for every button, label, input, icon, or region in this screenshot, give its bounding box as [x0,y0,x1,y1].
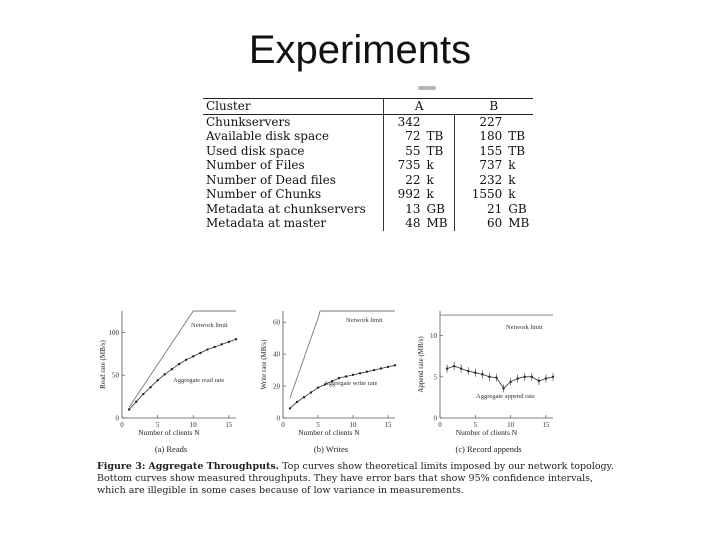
data-point [199,352,201,354]
series-label: Aggregate write rate [324,380,378,387]
data-point [171,368,173,370]
data-point [178,363,180,365]
table-cell-b-value: 155 [479,143,503,158]
data-point [338,377,340,379]
table-cell-b-value: 180 [479,129,503,143]
series-label: Network limit [346,317,383,324]
y-axis-label: Write rate (MB/s) [260,339,268,390]
data-point [156,379,158,381]
table-cell-a-value: 22 [405,172,421,187]
y-tick-label: 10 [430,332,437,341]
x-tick-label: 5 [316,421,320,429]
series-line-aggregate-rate [129,339,236,409]
chart-2 [260,311,396,454]
data-point [317,386,319,388]
table-cell-a-value: 48 [405,216,421,230]
data-point [296,401,298,403]
y-tick-label: 40 [273,350,280,359]
table-cell-b-unit: TB [508,129,526,143]
data-point [373,369,375,371]
table-cell-a-unit: GB [423,202,454,217]
chart-subcaption: (b) Writes [313,444,349,454]
x-axis-label: Number of clients N [298,428,360,437]
table-header-b: B [455,99,533,115]
x-tick-label: 10 [507,421,515,429]
data-point [366,370,368,372]
chart-3 [417,311,554,454]
table-header-a: A [383,99,454,115]
data-point [303,396,305,398]
data-point [142,393,144,395]
y-axis-label: Read rate (MB/s) [99,340,107,389]
series-label: Aggregate append rate [476,393,535,400]
data-point [394,364,396,366]
series-line-aggregate-rate [447,366,553,388]
table-cell-a-unit: k [423,158,454,173]
table-header-cluster: Cluster [203,99,383,115]
table-cell-a-value: 342 [397,114,421,129]
table-cell-b-value: 227 [479,114,503,129]
table-cell-b-unit: MB [508,216,530,230]
chart-subcaption: (a) Reads [154,444,188,454]
table-cell-b-unit: k [508,158,516,172]
figure-caption-text: Top curves show theoretical limits imposed by our network topology. Bottom curves show measured throughputs. They have error bars that show 95% confidence intervals, which are illegible in some cases because of low variance in measurements. [97,461,614,496]
data-point [128,408,130,410]
y-tick-label: 0 [433,414,437,423]
y-tick-label: 20 [273,382,280,391]
table-cell-a-value: 735 [397,158,421,172]
y-tick-label: 5 [433,373,437,382]
data-point [289,407,291,409]
x-axis-label: Number of clients N [138,428,200,437]
chart-subcaption: (c) Record appends [455,444,522,454]
table-cell-label: Number of Dead files [203,173,383,188]
x-tick-label: 10 [189,421,197,429]
table-cell-b-value: 60 [486,216,503,230]
table-cell-a-unit: MB [423,216,454,231]
data-point [380,367,382,369]
figure-caption [97,461,619,497]
table-cell-label: Chunkservers [203,114,383,129]
chart-1 [99,311,237,454]
x-axis-label: Number of clients N [455,428,518,437]
table-cell-a-unit: k [423,173,454,188]
x-tick-label: 5 [473,421,478,429]
figure-caption-label: Figure 3: [97,461,146,472]
y-axis-label: Append rate (MB/s) [417,336,425,393]
x-tick-label: 5 [155,421,160,429]
data-point [213,346,215,348]
data-point [345,375,347,377]
table-cell-b-value: 737 [479,158,503,172]
x-tick-label: 15 [384,421,392,429]
x-tick-label: 0 [281,421,285,429]
table-cell-b-value: 232 [479,172,503,187]
x-tick-label: 0 [120,421,124,429]
data-point [387,366,389,368]
data-point [185,359,187,361]
table-cell-a-unit: TB [423,144,454,159]
table-cell-label: Metadata at master [203,216,383,231]
y-tick-label: 0 [276,414,280,423]
data-point [192,355,194,357]
x-tick-label: 0 [438,421,442,429]
slide-title: Experiments [248,28,472,72]
series-label: Aggregate read rate [173,377,225,384]
series-label: Network limit [191,322,228,329]
table-cell-a-value: 72 [405,129,421,143]
table-cell-label: Number of Files [203,158,383,173]
data-point [149,386,151,388]
table-cell-a-value: 13 [405,201,421,216]
y-tick-label: 0 [115,414,119,423]
x-tick-label: 10 [349,421,357,429]
table-cell-a-value: 992 [397,187,421,201]
table-cell-a-unit: k [423,187,454,202]
series-label: Network limit [506,324,543,331]
y-tick-label: 50 [112,371,119,380]
data-point [235,338,237,340]
table-cell-a-value: 55 [405,143,421,158]
data-point [310,391,312,393]
x-tick-label: 15 [225,421,233,429]
figure-caption-title: Aggregate Throughputs. [148,461,280,472]
data-point [135,401,137,403]
table-cell-b-unit: k [508,187,516,201]
table-cell-b-unit: TB [508,143,526,158]
table-cell-label: Metadata at chunkservers [203,202,383,217]
table-cell-b-value: 1550 [471,187,503,201]
table-cell-a-unit: TB [423,129,454,144]
table-cell-b-unit: GB [508,201,527,216]
table-cell-b-unit: k [508,172,516,187]
table-cell-b-value: 21 [486,201,503,216]
data-point [164,373,166,375]
data-point [352,374,354,376]
y-tick-label: 60 [273,318,280,327]
x-tick-label: 15 [542,421,550,429]
data-point [228,341,230,343]
data-point [359,372,361,374]
y-tick-label: 100 [108,328,119,337]
table-cell-label: Number of Chunks [203,187,383,202]
table-cell-label: Available disk space [203,129,383,144]
data-point [206,348,208,350]
data-point [221,343,223,345]
table-cell-label: Used disk space [203,144,383,159]
